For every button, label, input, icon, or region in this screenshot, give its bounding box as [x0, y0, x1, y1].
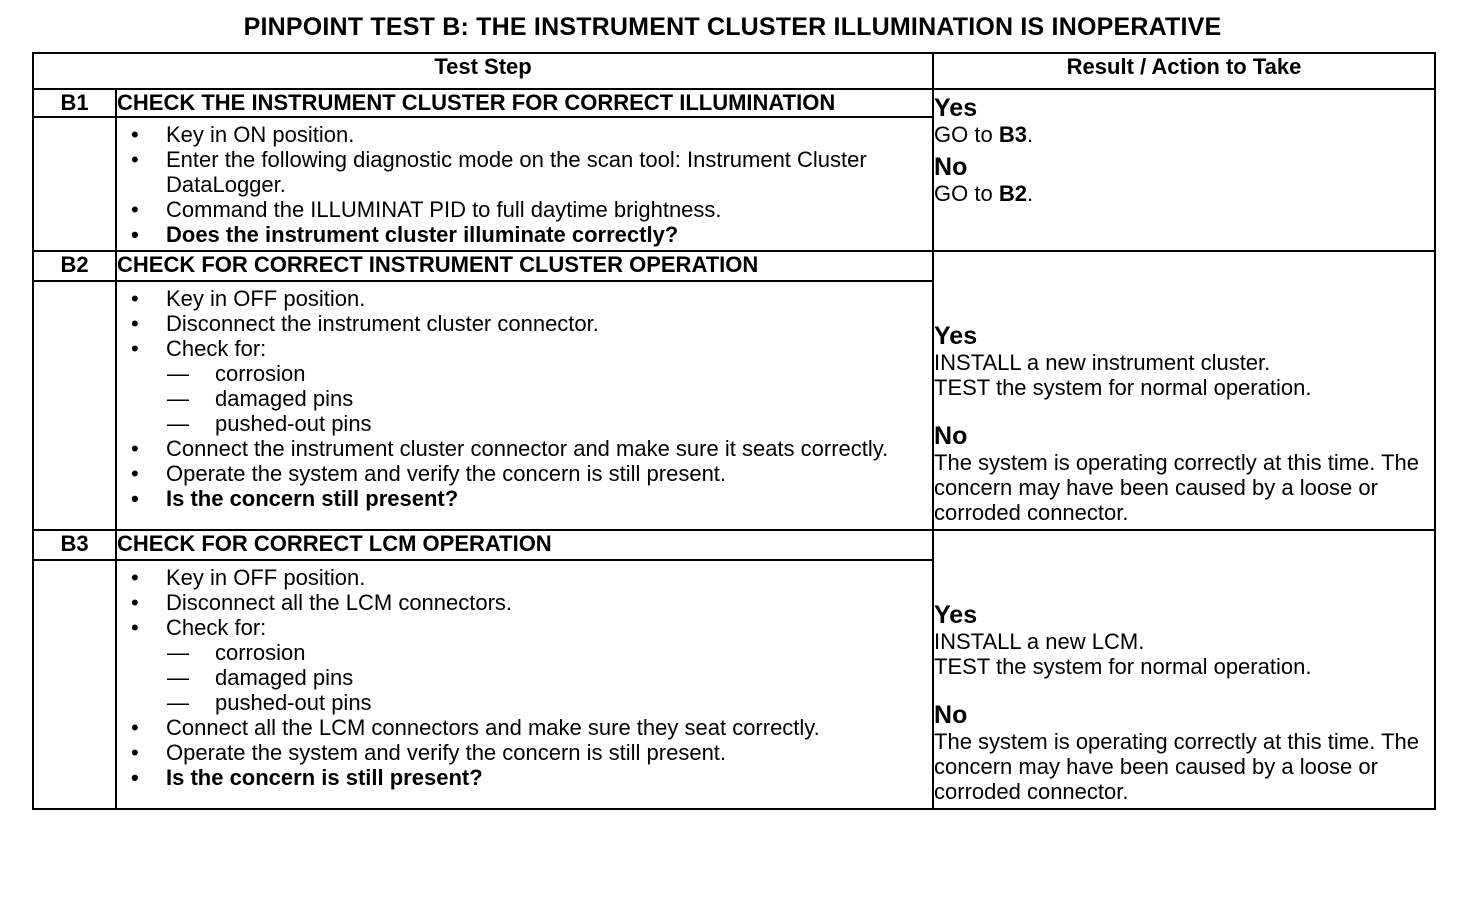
step-b3-title-row	[33, 530, 1435, 560]
list-item: • Check for:	[129, 615, 924, 640]
sub-list-item: — corrosion	[129, 640, 924, 665]
list-item: • Connect all the LCM connectors and make sure they seat correctly.	[129, 715, 924, 740]
list-item: • Operate the system and verify the concern is still present.	[129, 461, 924, 486]
list-item: • Key in OFF position.	[129, 565, 924, 590]
step-b2-result	[933, 251, 1435, 530]
yes-label: Yes	[934, 601, 978, 629]
yes-action: TEST the system for normal operation.	[934, 375, 1312, 400]
step-b2-instructions	[116, 281, 933, 530]
list-item: • Key in OFF position.	[129, 286, 924, 311]
sub-list-item: — damaged pins	[129, 386, 924, 411]
list-item: • Check for:	[129, 336, 924, 361]
step-title: CHECK FOR CORRECT LCM OPERATION	[116, 530, 933, 560]
step-id: B3	[33, 530, 116, 560]
no-label: No	[934, 701, 968, 729]
no-label: No	[934, 422, 968, 450]
list-item: • Connect the instrument cluster connector and make sure it seats correctly.	[129, 436, 924, 461]
no-action: The system is operating correctly at this time. The concern may have been caused by a loose or corroded connector.	[934, 729, 1420, 804]
step-title: CHECK THE INSTRUMENT CLUSTER FOR CORRECT ILLUMINATION	[116, 89, 933, 117]
step-b3-instructions	[116, 560, 933, 809]
no-action: The system is operating correctly at this time. The concern may have been caused by a loose or corroded connector.	[934, 450, 1420, 525]
sub-list-item: — corrosion	[129, 361, 924, 386]
sub-list-item: — pushed-out pins	[129, 411, 924, 436]
yes-action: INSTALL a new LCM.	[934, 629, 1145, 654]
result-header: Result / Action to Take	[933, 53, 1435, 89]
list-item: • Operate the system and verify the concern is still present.	[129, 740, 924, 765]
step-id: B2	[33, 251, 116, 281]
step-title: CHECK FOR CORRECT INSTRUMENT CLUSTER OPERATION	[116, 251, 933, 281]
step-id: B1	[33, 89, 116, 117]
list-item: • Enter the following diagnostic mode on the scan tool: Instrument Cluster DataLogger.	[129, 147, 924, 197]
list-item-question: • Does the instrument cluster illuminate correctly?	[129, 222, 924, 247]
yes-label: Yes	[934, 322, 978, 350]
step-b2-title-row	[33, 251, 1435, 281]
no-action: GO to B2.	[934, 181, 1034, 206]
sub-list-item: — pushed-out pins	[129, 690, 924, 715]
step-b1-result	[933, 89, 1435, 251]
step-b1-instructions	[116, 117, 933, 251]
pinpoint-test-table	[32, 52, 1436, 810]
test-step-header: Test Step	[33, 53, 933, 89]
yes-action: TEST the system for normal operation.	[934, 654, 1312, 679]
list-item: • Command the ILLUMINAT PID to full daytime brightness.	[129, 197, 924, 222]
step-b1-title-row	[33, 89, 1435, 117]
step-link: B2	[998, 181, 1027, 206]
no-label: No	[934, 153, 968, 181]
list-item-question: • Is the concern is still present?	[129, 765, 924, 790]
yes-label: Yes	[934, 94, 978, 122]
list-item: • Key in ON position.	[129, 122, 924, 147]
yes-action: INSTALL a new instrument cluster.	[934, 350, 1271, 375]
list-item: • Disconnect all the LCM connectors.	[129, 590, 924, 615]
table-header-row	[33, 53, 1435, 89]
list-item: • Disconnect the instrument cluster connector.	[129, 311, 924, 336]
step-link: B3	[998, 122, 1027, 147]
yes-action: GO to B3.	[934, 122, 1034, 147]
step-b3-result	[933, 530, 1435, 809]
list-item-question: • Is the concern still present?	[129, 486, 924, 511]
page-title: PINPOINT TEST B: THE INSTRUMENT CLUSTER ILLUMINATION IS INOPERATIVE	[243, 13, 1222, 41]
sub-list-item: — damaged pins	[129, 665, 924, 690]
